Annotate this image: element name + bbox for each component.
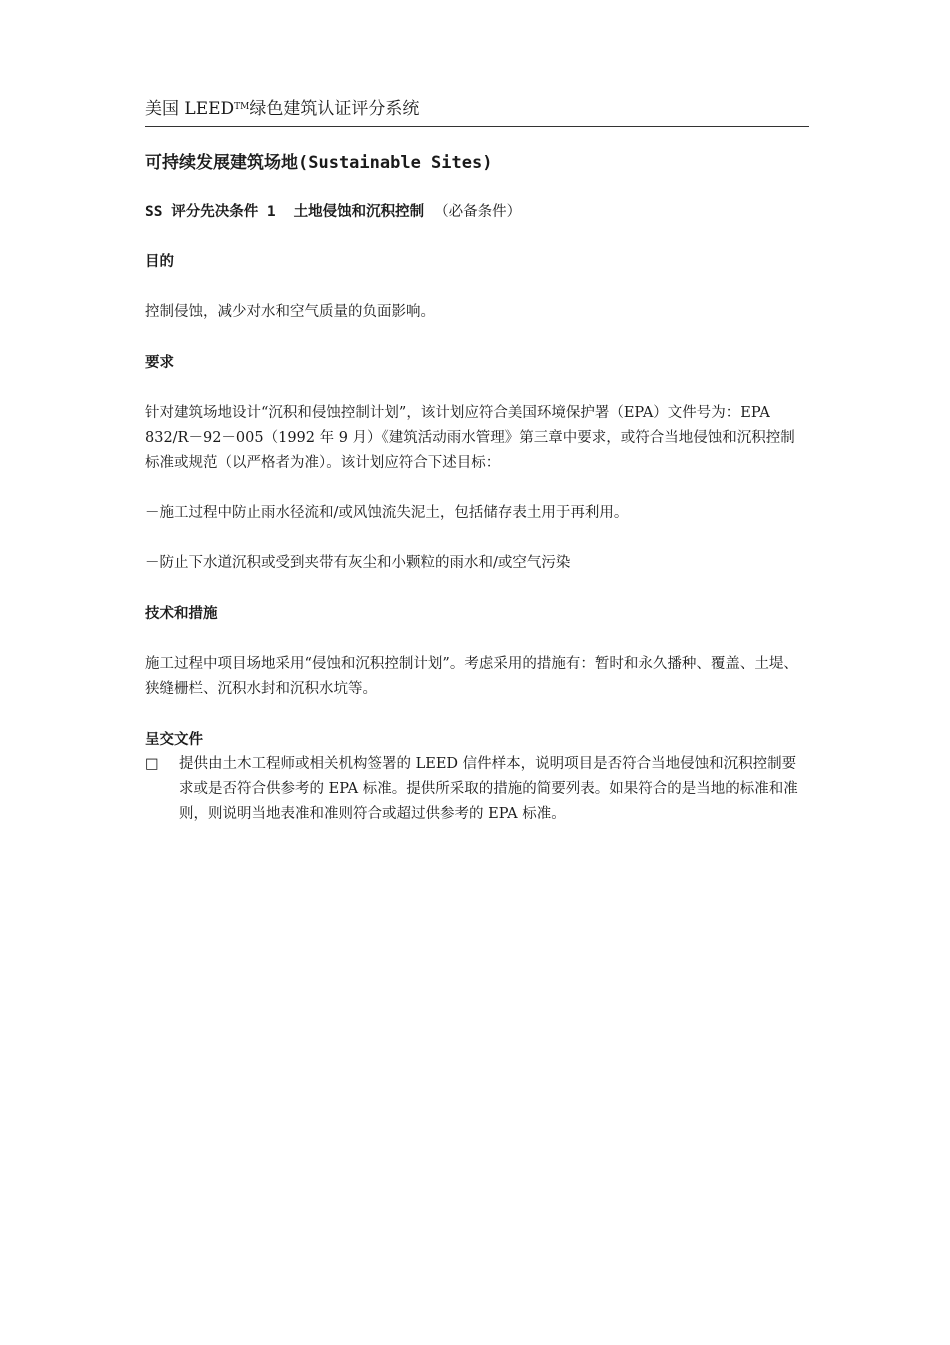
- header-title: [145, 96, 809, 122]
- requirements-heading: 要求: [145, 354, 174, 371]
- section-title: 可持续发展建筑场地(Sustainable Sites): [145, 153, 493, 173]
- credit-title: 土地侵蚀和沉积控制: [293, 203, 425, 220]
- strategies-text: 施工过程中项目场地采用“侵蚀和沉积控制计划”。考虑采用的措施有：暂时和永久播种、覆盖、土堤、狭缝栅栏、沉积水封和沉积水坑等。: [145, 656, 798, 697]
- requirements-item-2: －防止下水道沉积或受到夹带有灰尘和小颗粒的雨水和/或空气污染: [145, 555, 571, 571]
- purpose-heading: 目的: [145, 253, 174, 270]
- requirements-text: 针对建筑场地设计“沉积和侵蚀控制计划”，该计划应符合美国环境保护署（EPA）文件号为：EPA 832/R－92－005（1992 年 9 月）《建筑活动雨水管理》第三章中要求，或符合当地侵蚀和沉积控制标准或规范（以严格者为准）。该计划应符合下述目标：: [145, 405, 795, 471]
- requirements-item-1: －施工过程中防止雨水径流和/或风蚀流失泥土，包括储存表土用于再利用。: [145, 505, 629, 521]
- header-prefix: 美国 LEED: [145, 99, 235, 119]
- submittals-text: 提供由土木工程师或相关机构签署的 LEED 信件样本，说明项目是否符合当地侵蚀和沉积控制要求或是否符合供参考的 EPA 标准。提供所采取的措施的简要列表。如果符合的是当地的标准和准则，则说明当地表准和准则符合或超过供参考的 EPA 标准。: [179, 756, 798, 822]
- credit-note: （必备条件）: [434, 204, 522, 220]
- credit-line: [145, 200, 809, 224]
- page-header: [145, 96, 809, 127]
- strategies-heading: 技术和措施: [145, 605, 218, 622]
- trademark-mark: TM: [234, 102, 250, 112]
- credit-code: SS 评分先决条件 1: [145, 204, 276, 220]
- document-body: [145, 148, 809, 827]
- header-suffix: 绿色建筑认证评分系统: [249, 99, 420, 119]
- checkbox-bullet-icon: □: [145, 756, 159, 772]
- purpose-text: 控制侵蚀，减少对水和空气质量的负面影响。: [145, 304, 435, 320]
- submittals-heading: 呈交文件: [145, 731, 203, 748]
- submittals-item: [145, 752, 809, 827]
